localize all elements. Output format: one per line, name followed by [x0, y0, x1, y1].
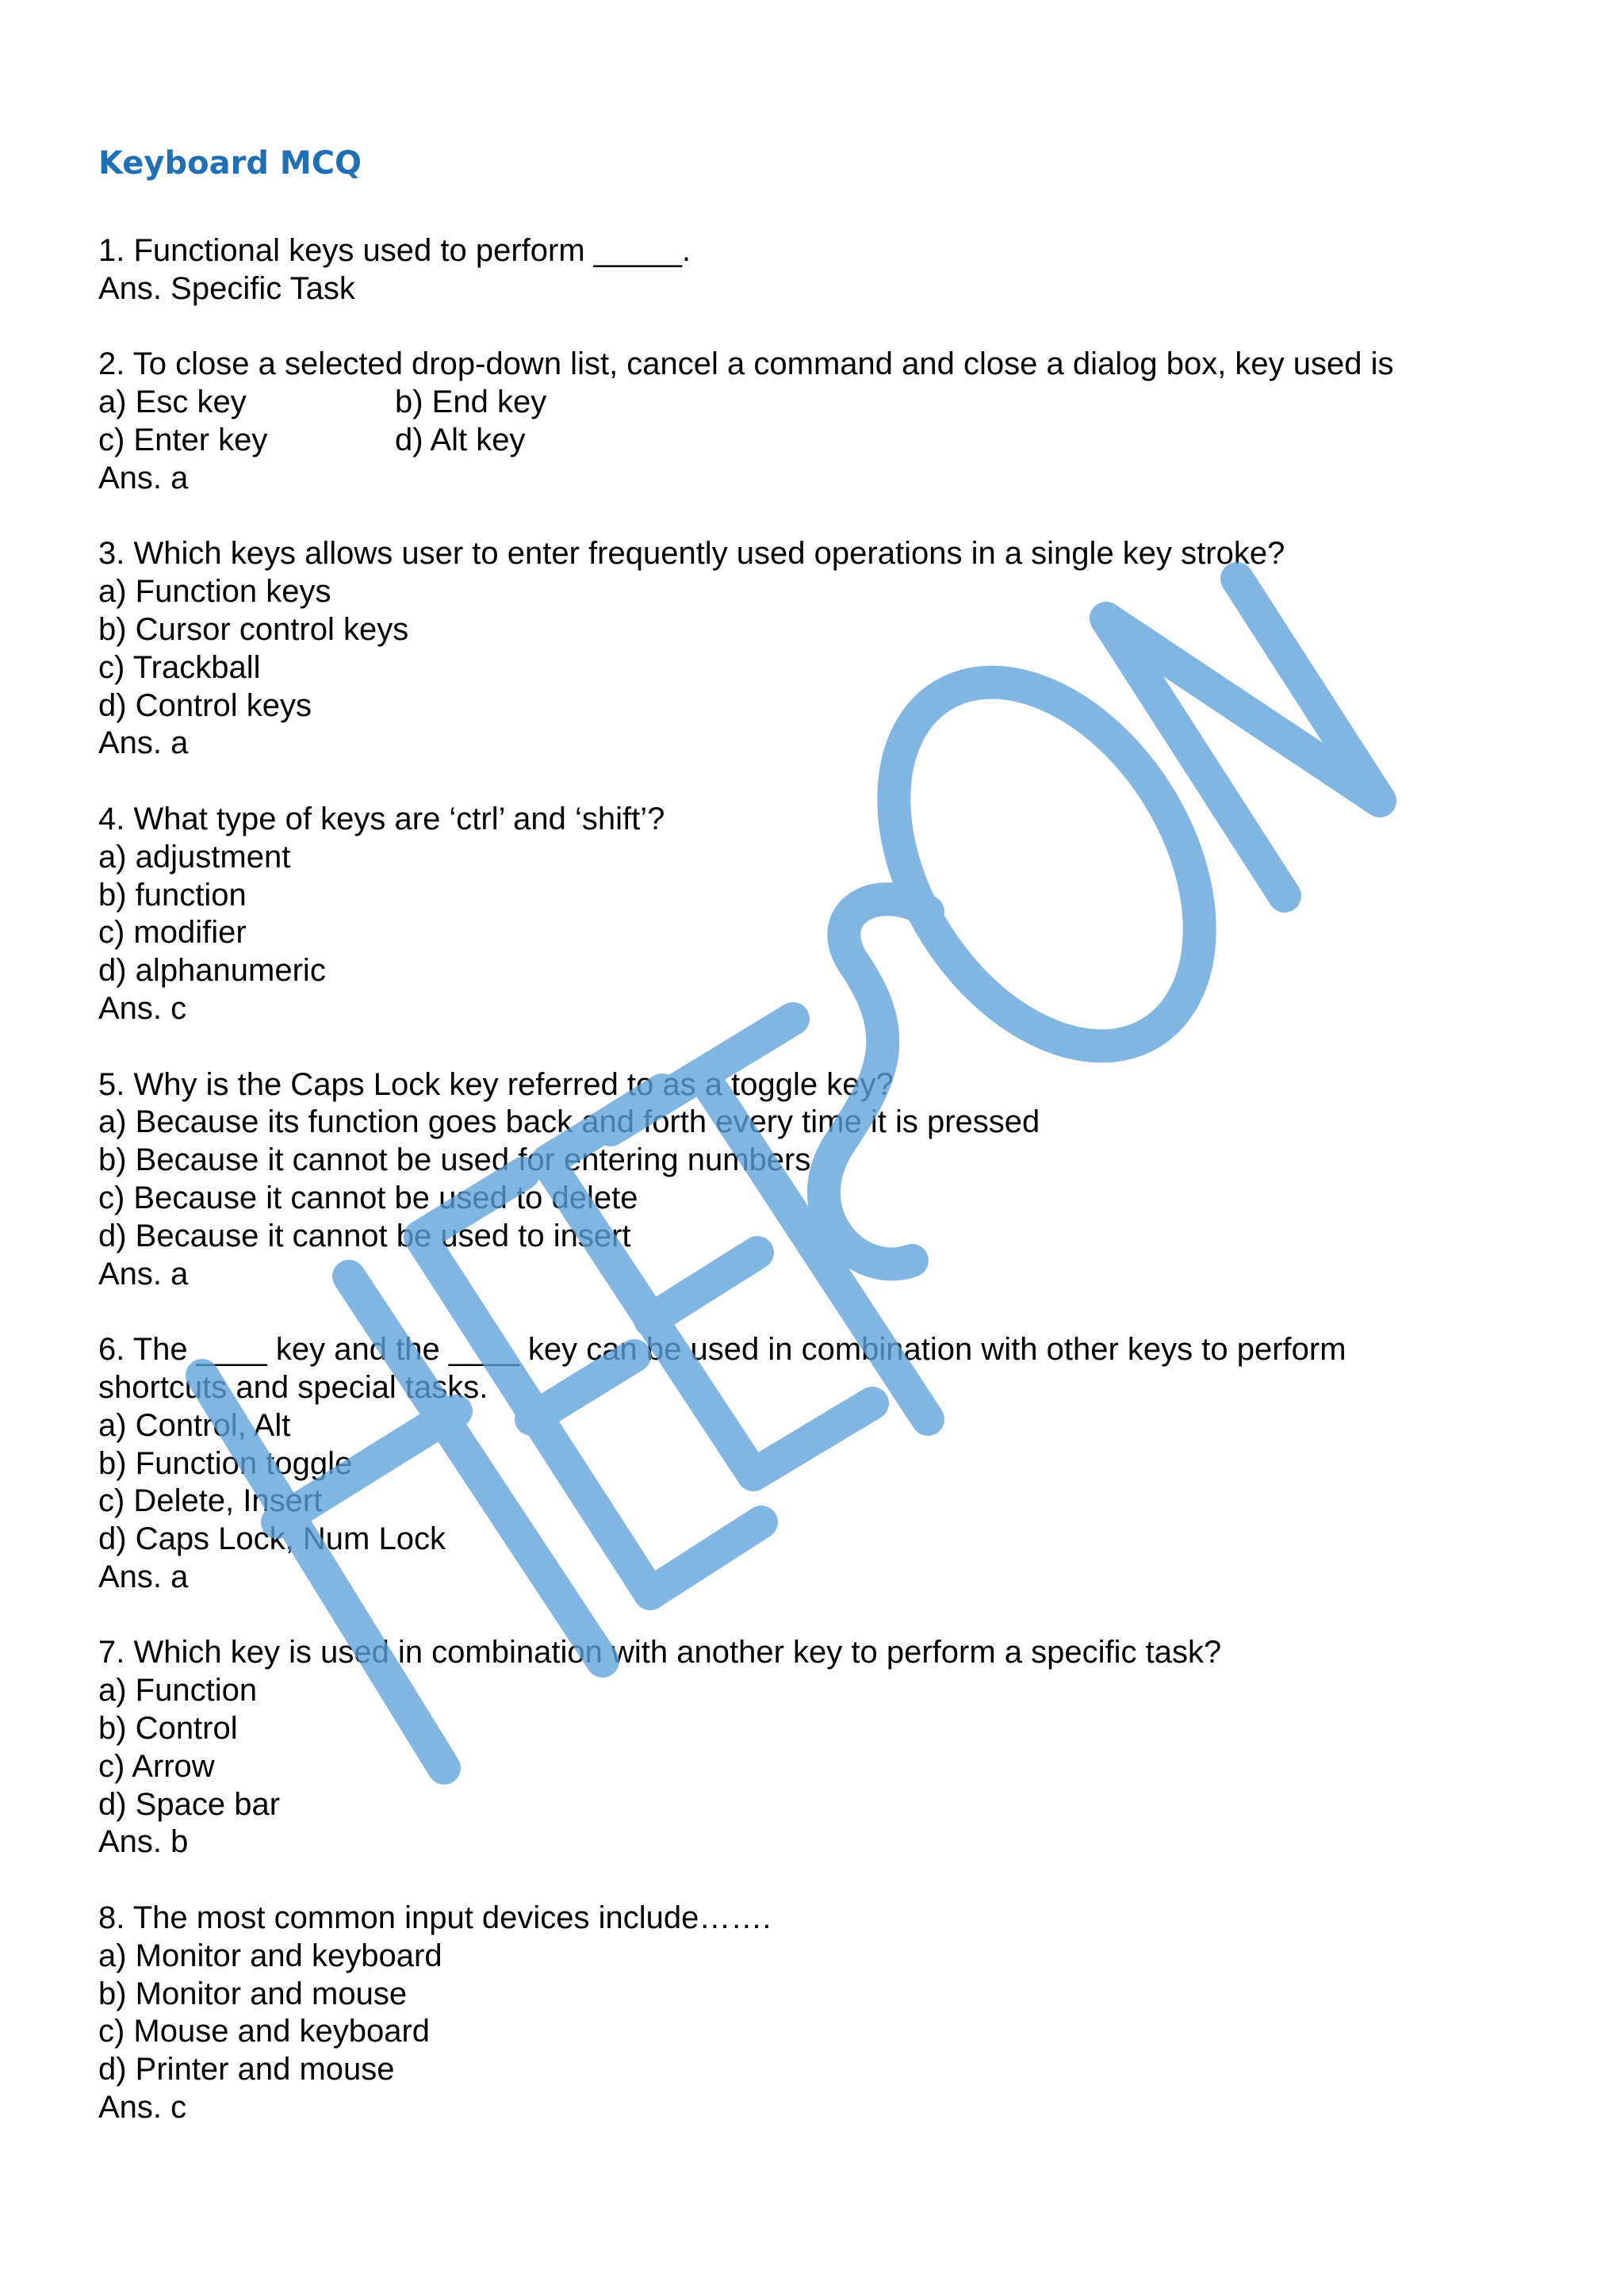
- option-row: [98, 384, 1573, 422]
- option-a: a) Function: [98, 1673, 258, 1709]
- option-c: c) Mouse and keyboard: [98, 2014, 431, 2049]
- answer-text: Ans. b: [98, 1824, 189, 1860]
- option-a: a) Control, Alt: [98, 1407, 291, 1443]
- option-b: b) End key: [395, 385, 547, 420]
- question-text-continued: shortcuts and special tasks.: [98, 1369, 488, 1405]
- option-d: d) Caps Lock, Num Lock: [98, 1521, 446, 1557]
- answer-text: Ans. a: [98, 460, 189, 496]
- option-b: b) Control: [98, 1711, 238, 1747]
- question-text: 3. Which keys allows user to enter frequently used operations in a single key stroke?: [98, 536, 1285, 572]
- option-c: c) Delete, Insert: [98, 1483, 323, 1519]
- option-a: a) Esc key: [98, 385, 247, 420]
- option-c: c) Because it cannot be used to delete: [98, 1180, 638, 1215]
- answer-text: Ans. c: [98, 990, 187, 1026]
- question-3: [98, 535, 1573, 763]
- option-b: b) Cursor control keys: [98, 611, 409, 647]
- option-b: b) function: [98, 877, 247, 913]
- option-d: d) Because it cannot be used to insert: [98, 1218, 631, 1253]
- option-c: c) Enter key: [98, 422, 268, 457]
- option-a: a) Because its function goes back and forth every time it is pressed: [98, 1104, 1040, 1140]
- option-a: a) Function keys: [98, 574, 331, 610]
- question-8: [98, 1900, 1573, 2127]
- question-text: 1. Functional keys used to perform _____.: [98, 233, 691, 268]
- question-text: 7. Which key is used in combination with another key to perform a specific task?: [98, 1635, 1222, 1670]
- option-b: b) Because it cannot be used for entering numbers: [98, 1142, 811, 1178]
- answer-text: Ans. Specific Task: [98, 270, 355, 306]
- option-d: d) Printer and mouse: [98, 2052, 395, 2087]
- option-b: b) Function toggle: [98, 1445, 353, 1481]
- option-c: c) Arrow: [98, 1748, 215, 1784]
- option-a: a) Monitor and keyboard: [98, 1938, 442, 1973]
- answer-text: Ans. a: [98, 1559, 189, 1594]
- question-2: [98, 346, 1573, 497]
- option-d: d) Space bar: [98, 1786, 281, 1822]
- question-text: 5. Why is the Caps Lock key referred to as a toggle key?: [98, 1066, 894, 1102]
- question-text: 2. To close a selected drop-down list, cancel a command and close a dialog box, key used is: [98, 346, 1394, 382]
- question-text: 8. The most common input devices include…….: [98, 1900, 772, 1936]
- answer-text: Ans. c: [98, 2090, 187, 2126]
- option-c: c) modifier: [98, 915, 247, 951]
- option-b: b) Monitor and mouse: [98, 1976, 408, 2011]
- answer-text: Ans. a: [98, 725, 189, 761]
- question-7: [98, 1634, 1573, 1862]
- question-1: [98, 232, 1573, 308]
- option-d: d) alphanumeric: [98, 953, 326, 989]
- question-text: 6. The ____ key and the ____ key can be used in combination with other keys to perform: [98, 1332, 1346, 1368]
- answer-text: Ans. a: [98, 1256, 189, 1292]
- question-text: 4. What type of keys are ‘ctrl’ and ‘shift’?: [98, 801, 665, 836]
- question-6: [98, 1331, 1573, 1597]
- option-d: d) Alt key: [395, 422, 526, 457]
- question-list: [98, 232, 1573, 2165]
- option-d: d) Control keys: [98, 687, 312, 723]
- option-c: c) Trackball: [98, 649, 261, 685]
- question-4: [98, 801, 1573, 1028]
- page-title: Keyboard MCQ: [98, 145, 362, 182]
- option-a: a) adjustment: [98, 839, 291, 874]
- option-row: [98, 422, 1573, 460]
- question-5: [98, 1066, 1573, 1294]
